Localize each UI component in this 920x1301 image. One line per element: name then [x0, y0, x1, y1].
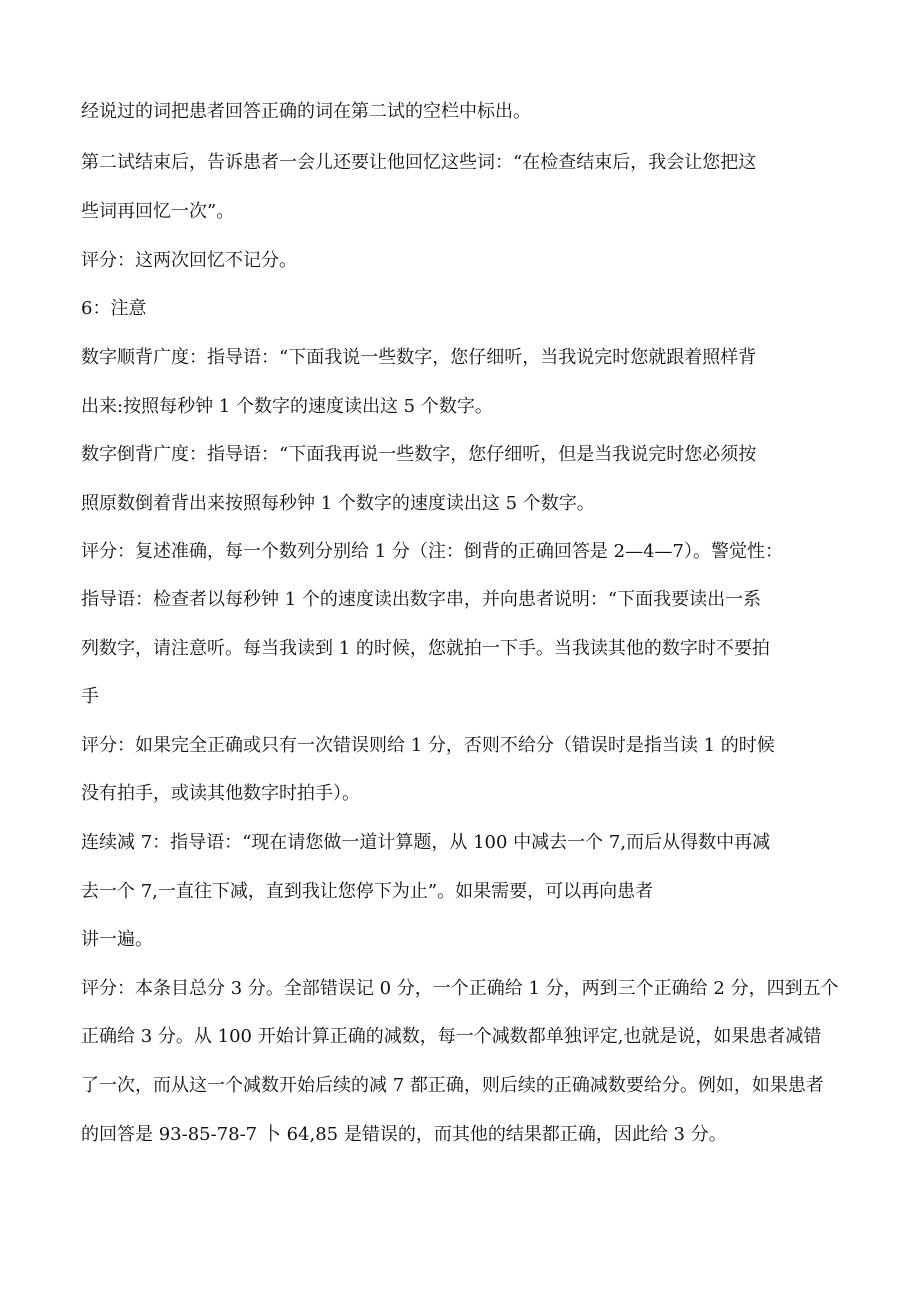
text-line: 出来:按照每秒钟 1 个数字的速度读出这 5 个数字。: [81, 396, 493, 417]
text-line: 第二试结束后，告诉患者一会儿还要让他回忆这些词：“在检查结束后，我会让您把这: [81, 152, 757, 173]
text-line: 评分：这两次回忆不记分。: [81, 250, 297, 271]
text-line: 数字顺背广度：指导语：“下面我说一些数字，您仔细听，当我说完时您就跟着照样背: [81, 347, 757, 368]
text-line: 照原数倒着背出来按照每秒钟 1 个数字的速度读出这 5 个数字。: [81, 493, 595, 514]
text-line: 手: [81, 686, 99, 707]
text-line: 评分：复述准确，每一个数列分别给 1 分（注：倒背的正确回答是 2—4—7）。警觉性：: [81, 541, 783, 562]
text-line: 指导语：检查者以每秒钟 1 个的速度读出数字串，并向患者说明：“下面我要读出一系: [81, 589, 762, 610]
section-heading: 6：注意: [81, 298, 147, 319]
text-line: 连续减 7：指导语：“现在请您做一道计算题，从 100 中减去一个 7,而后从得数中再减: [81, 832, 771, 853]
text-line: 没有拍手，或读其他数字时拍手）。: [81, 783, 360, 804]
text-line: 了一次，而从这一个减数开始后续的减 7 都正确，则后续的正确减数要给分。例如，如果患者: [81, 1075, 824, 1096]
text-line: 列数字，请注意听。每当我读到 1 的时候，您就拍一下手。当我读其他的数字时不要拍: [81, 638, 770, 659]
text-line: 经说过的词把患者回答正确的词在第二试的空栏中标出。: [81, 101, 531, 122]
text-line: 讲一遍。: [81, 929, 153, 950]
text-line: 评分：本条目总分 3 分。全部错误记 0 分，一个正确给 1 分，两到三个正确给 2 分，四到五个: [81, 978, 839, 999]
text-line: 数字倒背广度：指导语：“下面我再说一些数字，您仔细听，但是当我说完时您必须按: [81, 444, 757, 465]
text-line: 评分：如果完全正确或只有一次错误则给 1 分，否则不给分（错误时是指当读 1 的时候: [81, 735, 775, 756]
text-line: 些词再回忆一次”。: [81, 201, 235, 222]
text-line: 正确给 3 分。从 100 开始计算正确的减数，每一个减数都单独评定,也就是说，如果患者减错: [81, 1026, 822, 1047]
text-line: 去一个 7,一直往下减，直到我让您停下为止”。如果需要，可以再向患者: [81, 881, 654, 902]
text-line: 的回答是 93-85-78-7 卜 64,85 是错误的，而其他的结果都正确，因此给 3 分。: [81, 1124, 727, 1145]
